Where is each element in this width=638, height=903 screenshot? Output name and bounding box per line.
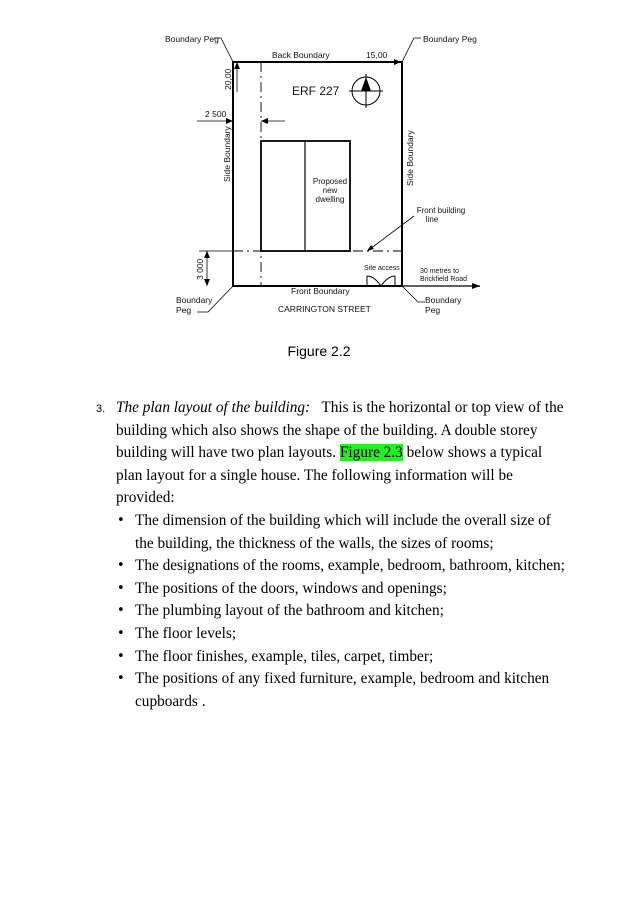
boundary-peg-bottom-left-label-line1: Boundary [176,295,213,305]
section-intro-text-continued: below shows a typical plan layout for a single house. The following information will be provided: [116,444,543,507]
setback-dimension-label: 2 500 [205,109,227,119]
boundary-peg-top-left-label: Boundary Peg [165,34,219,44]
proposed-dwelling-label-line2: new [322,186,338,195]
list-item: • The designations of the rooms, example, bedroom, bathroom, kitchen; [116,555,566,578]
erf-label: ERF 227 [292,84,340,98]
width-dimension-label: 15,00 [366,50,388,60]
north-arrow-icon [349,74,383,108]
list-item: • The plumbing layout of the bathroom and kitchen; [116,600,566,623]
distance-label-line2: Brickfield Road [420,276,468,283]
site-plan-drawing [0,0,638,335]
depth-dimension-label: 20,00 [223,68,233,90]
front-building-line-label-line2: line [425,215,439,224]
proposed-dwelling-label-line1: Proposed [312,177,348,186]
site-access-label: Site access [364,265,400,272]
site-access-gate-icon [367,276,395,286]
list-item: • The positions of the doors, windows and openings; [116,578,566,601]
front-boundary-label: Front Boundary [291,286,350,296]
distance-label-line1: 30 metres to [420,268,459,275]
side-boundary-left-label: Side Boundary [222,126,232,182]
section-intro-text: This is the horizontal or top view of the building which also shows the shape of the building. A double storey building will have two plan layouts. [116,399,564,462]
section-heading: The plan layout of the building: [116,399,311,416]
plan-layout-paragraph [96,397,566,510]
back-boundary-label: Back Boundary [272,50,330,60]
boundary-peg-top-right-label: Boundary Peg [423,34,477,44]
side-boundary-right-label: Side Boundary [405,130,415,186]
list-item: • The floor levels; [116,623,566,646]
information-list [96,510,566,713]
plan-layout-section [96,397,566,713]
front-building-line-label-line1: Front building [416,206,466,215]
street-label: CARRINGTON STREET [278,304,371,314]
list-item: • The dimension of the building which will include the overall size of the building, the thickness of the walls, the sizes of rooms; [116,510,566,555]
figure-reference-link[interactable]: Figure 2.3 [339,444,403,462]
section-number: 3. [96,403,106,415]
boundary-peg-bottom-right-label-line2: Peg [425,305,441,315]
list-item: • The positions of any fixed furniture, example, bedroom and kitchen cupboards . [116,668,566,713]
front-setback-dimension-label: 3 000 [195,258,205,280]
figure-caption: Figure 2.2 [287,343,351,359]
proposed-dwelling-label-line3: dwelling [315,195,345,204]
list-item: • The floor finishes, example, tiles, carpet, timber; [116,646,566,669]
boundary-peg-bottom-left-label-line2: Peg [176,305,192,315]
boundary-peg-bottom-right-label-line1: Boundary [425,295,462,305]
